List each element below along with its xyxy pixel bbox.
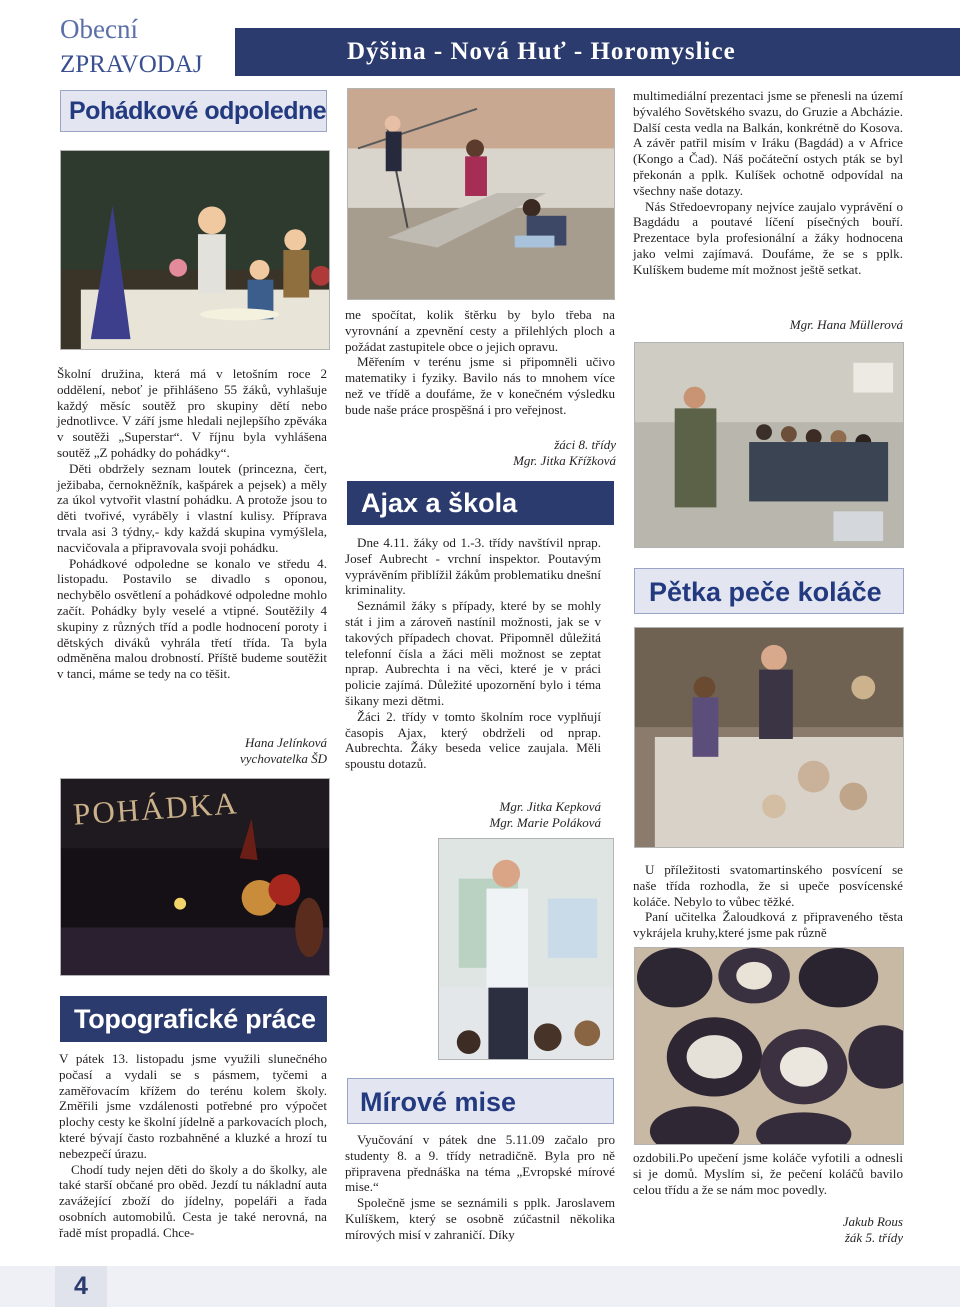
petka-continued-text [633,1150,903,1197]
topo-p1: V pátek 13. listopadu jsme využili slunečného počasí a vydali se s pásmem, tyčemi a zaměřovacím křížem do terénu kolem školy. Změřili jsme vzdálenosti potřebné pro výpočet plochy cesty ke školní jídelně a parkovacích ploch, které bývají často rozbahněné a kluzké a hrozí tu nebezpečí úrazu. [59,1051,327,1161]
page-number-block [55,1266,107,1307]
petka-p2: Paní učitelka Žaloudková z připraveného těsta vykrájela kruhy,které jsme pak různě [633,909,903,941]
ajax-p3: Žáci 2. třídy v tomto školním roce vyplňují časopis Ajax, který obdrželi od nprap. Aubrechta. Žáky beseda velice zaujala. Měli spoustu dotazů. [345,708,601,772]
mirove-p2: Společně jsme se seznámili s pplk. Jaroslavem Kulíškem, který se osobně zúčastnil několika mírových misí v zahraničí. Díky [345,1195,615,1242]
topo-continued-text [345,307,615,418]
photo-police-visit [438,838,614,1060]
topo-p2: Chodí tudy nejen děti do školy a do školky, ale také starší občané pro oběd. Jezdí tu nákladní auta zavážející zboží do jídelny, popeláři a řada osobních automobilů. Cesta je také nerovná, na řadě míst propadlá. Chce- [59,1161,327,1240]
petka-signature [720,1214,903,1246]
petka-continued-p: ozdobili.Po upečení jsme koláče vyfotili a odnesli si je domů. Myslím si, že pečení koláčů bavilo celou třídu a že se nám moc povedly. [633,1150,903,1197]
pohadkove-p1: Školní družina, která má v letošním roce 2 oddělení, neboť je přihlášeno 55 žáků, vyhlašuje každý měsíc soutěž pro skupiny dětí nebo jednotlivce. V září jsme hledali nejlepšího zpěváka v soutěži „Superstar“. V říjnu byla vyhlášena soutěž „Z pohádky do pohádky“. [57,366,327,460]
mirove-continued-p2: Nás Středoevropany nejvíce zaujalo vyprávění o Bagdádu a poutavé líčení písečných bouří. Prezentace byla profesionální a žáky hodnocena jako velmi zajímavá. Doufáme, že se s pplk. Kulíškem budeme mít možnost ještě setkat. [633,198,903,277]
logo-line2: ZPRAVODAJ [60,51,203,78]
topo-signature [440,437,616,469]
petka-heading: Pětka peče koláče [649,577,882,607]
petka-p1: U příležitosti svatomartinského posvícení se naše třída rozhodla, že si upeče posvícenské koláče. Nebylo to vůbec těžké. [633,862,903,909]
ajax-signature-2: Mgr. Marie Poláková [489,814,601,830]
petka-signature-2: žák 5. třídy [844,1229,903,1245]
pohadkove-signature-role: vychovatelka ŠD [240,750,327,766]
topo-continued-p1: me spočítat, kolik štěrku by bylo třeba na vyrovnání a zpevnění cesty a přilehlých ploch a požádat zastupitele obce o jejich opravu. [345,307,615,354]
photo-lecture-classroom [634,342,904,548]
mirove-continued-p1: multimediální prezentaci jsme se přenesli na území bývalého Sovětského svazu, do Gruzie a Abcházie. Další cesta vedla na Balkán, konkrétně do Kosova. A závěr patřil misím v Iráku (Bagdád) a v Africe (Kongo a Čad). Náš počáteční ostych pták se byl překonán a pplk. Kulíšek ochotně odpovídal na všechny naše dotazy. [633,88,903,198]
pohadkove-signature-name: Hana Jelínková [245,735,327,750]
mirove-continued-text [633,88,903,278]
ajax-text [345,535,601,772]
photo-measuring-outdoors [347,88,615,300]
petka-text [633,862,903,941]
pohadkove-signature [150,735,327,767]
puppet-stage-sign: POHÁDKA [71,785,240,832]
ajax-signature [440,799,601,831]
masthead-logo [56,10,232,76]
footer-bar [0,1266,960,1307]
topo-heading-box [60,996,327,1042]
masthead-bar [235,28,960,76]
petka-signature-1: Jakub Rous [842,1214,903,1229]
pohadkove-p2: Děti obdržely seznam loutek (princezna, čert, ježibaba, černokněžník, kašpárek a pejsek) a měly za úkol vytvořit vlastní pohádku. A protože jsou to děti tvořivé, vyráběly i vlastní kulisy. Příprava trvala asi 3 týdny,- kdy každá skupina vymýšlela, nacvičovala a připravovala svoji pohádku. [57,460,327,555]
ajax-heading: Ajax a škola [361,488,518,518]
mirove-heading-box [347,1078,614,1124]
mirove-heading: Mírové mise [360,1087,517,1117]
mirove-p1: Vyučování v pátek dne 5.11.09 začalo pro studenty 8. a 9. třídy netradičně. Byla pro ně připravena přednáška na téma „Evropské mírové mise.“ [345,1132,615,1195]
ajax-heading-box [347,481,614,525]
page-number: 4 [74,1272,88,1300]
ajax-p2: Seznámil žáky s případy, které by se mohly stát i jim a zároveň nastínil možnosti, jak se v takových případech chovat. Připomněl důležitá telefonní čísla a žáci měli možnost se zeptat nprap. Aubrechta i na věci, které je v práci policie zajímá. Důležité upozornění bylo i téma šikany mezi dětmi. [345,598,601,708]
topo-signature-2: Mgr. Jitka Křížková [513,452,616,468]
topo-text [59,1051,327,1241]
photo-puppets-children [60,150,330,350]
ajax-p1: Dne 4.11. žáky od 1.-3. třídy navštívil nprap. Josef Aubrecht - vrchní inspektor. Poutavým vyprávěním přiblížil žákům problematiku dnešní kriminality. [345,535,601,598]
pohadkove-text [57,366,327,682]
mirove-signature: Mgr. Hana Müllerová [789,317,903,332]
topo-continued-p2: Měřením v terénu jsme si připomněli učivo matematiky i fyziky. Bavilo nás to mnohem více než ve třídě a doufáme, že v konečném výsledku bude naše práce prospěšná i pro veřejnost. [345,354,615,417]
ajax-signature-1: Mgr. Jitka Kepková [499,799,601,814]
mirove-text [345,1132,615,1243]
topo-heading: Topografické práce [74,1004,316,1034]
pohadkove-heading-box [60,90,327,132]
photo-baked-cakes [634,947,904,1145]
photo-baking-class [634,627,904,848]
pohadkove-heading: Pohádkové odpoledne [69,97,327,125]
photo-puppet-stage [60,778,330,976]
logo-line1: Obecní [60,14,138,44]
masthead-title: Dýšina - Nová Huť - Horomyslice [347,38,736,65]
topo-signature-1: žáci 8. třídy [554,437,616,452]
pohadkove-p3: Pohádkové odpoledne se konalo ve středu 4. listopadu. Postavilo se divadlo s oponou, nechybělo osvětlení a pohádkové odpoledne mohlo začít. Pohádky byly veselé a vtipné. Soutěžily 4 skupiny z různých tříd a podle hodnocení poroty i dětských diváků vyhrála třetí třída. Ta byla odměněna malou drobností. Příště budeme soutěžit v tanci, máme se tedy na co těšit. [57,555,327,682]
petka-heading-box [634,568,904,614]
